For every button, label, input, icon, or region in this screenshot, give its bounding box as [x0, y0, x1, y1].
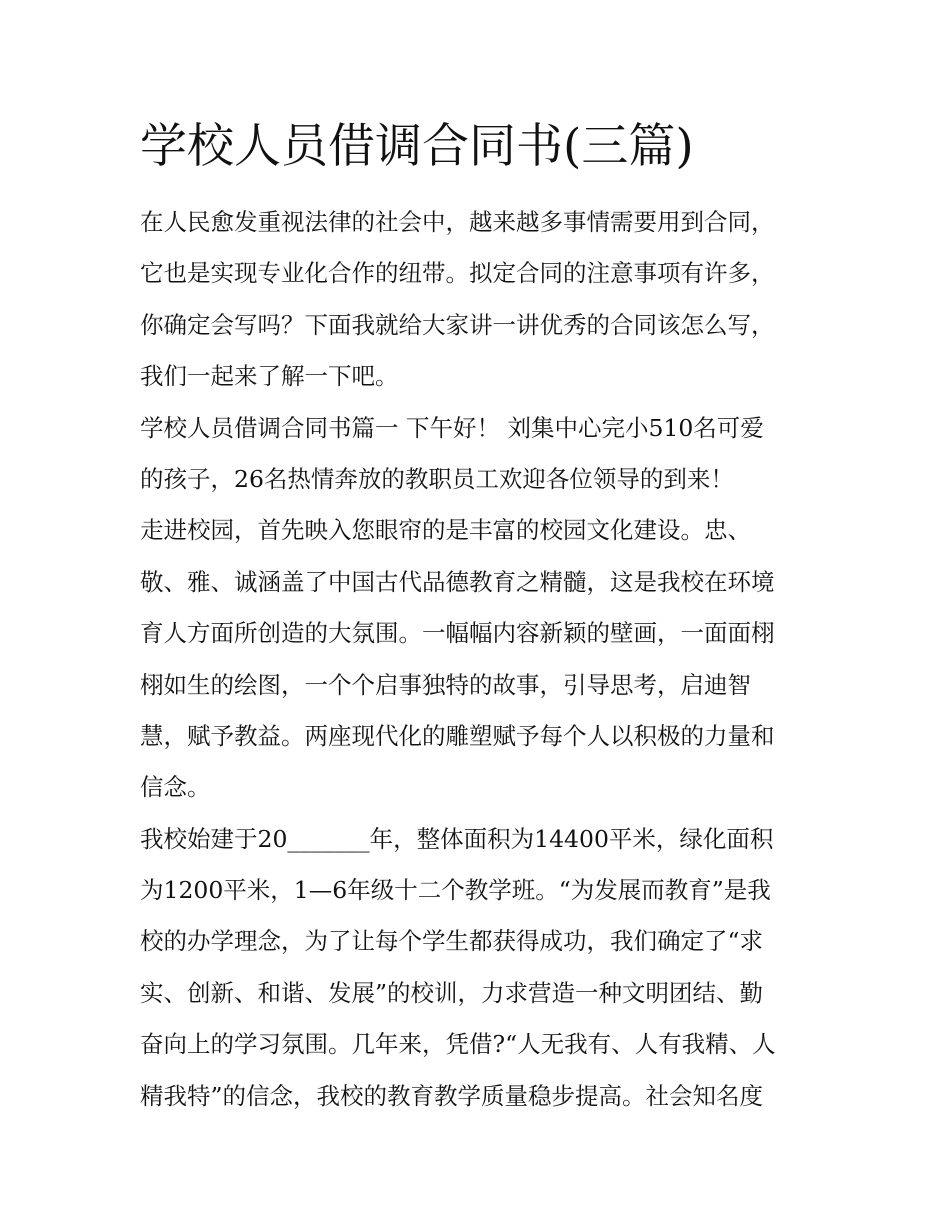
- paragraph-line: 学校人员借调合同书篇一 下午好！ 刘集中心完小510名可爱: [140, 413, 764, 442]
- paragraph-line: 精我特”的信念，我校的教育教学质量稳步提高。社会知名度: [140, 1081, 764, 1110]
- paragraph-line: 在人民愈发重视法律的社会中，越来越多事情需要用到合同，: [140, 208, 775, 236]
- paragraph-line: 我校始建于20_______年，整体面积为14400平米，绿化面积: [140, 824, 774, 853]
- document-body: [140, 197, 830, 1122]
- paragraph-line: 慧，赋予教益。两座现代化的雕塑赋予每个人以积极的力量和: [140, 721, 775, 750]
- paragraph-line: 奋向上的学习氛围。几年来，凭借?“人无我有、人有我精、人: [140, 1030, 776, 1059]
- document-title: 学校人员借调合同书(三篇): [140, 119, 694, 174]
- paragraph-line: 敬、雅、诚涵盖了中国古代品德教育之精髓，这是我校在环境: [140, 567, 775, 596]
- paragraph-line: 你确定会写吗？下面我就给大家讲一讲优秀的合同该怎么写，: [140, 310, 775, 339]
- paragraph-line: 走进校园，首先映入您眼帘的是丰富的校园文化建设。忠、: [140, 516, 751, 545]
- paragraph-line: 栩如生的绘图，一个个启事独特的故事，引导思考，启迪智: [140, 670, 751, 699]
- paragraph-line: 育人方面所创造的大氛围。一幅幅内容新颖的壁画，一面面栩: [140, 619, 775, 648]
- paragraph-line: 校的办学理念，为了让每个学生都获得成功，我们确定了“求: [140, 927, 764, 956]
- paragraph-line: 为1200平米，1—6年级十二个教学班。“为发展而教育”是我: [140, 876, 771, 905]
- paragraph-line: 我们一起来了解一下吧。: [140, 362, 399, 391]
- paragraph-line: 实、创新、和谐、发展”的校训，力求营造一种文明团结、勤: [140, 978, 764, 1007]
- paragraph-line: 的孩子，26名热情奔放的教职员工欢迎各位领导的到来！: [140, 464, 734, 493]
- paragraph-line: 它也是实现专业化合作的纽带。拟定合同的注意事项有许多，: [140, 259, 775, 288]
- paragraph-line: 信念。: [140, 773, 211, 802]
